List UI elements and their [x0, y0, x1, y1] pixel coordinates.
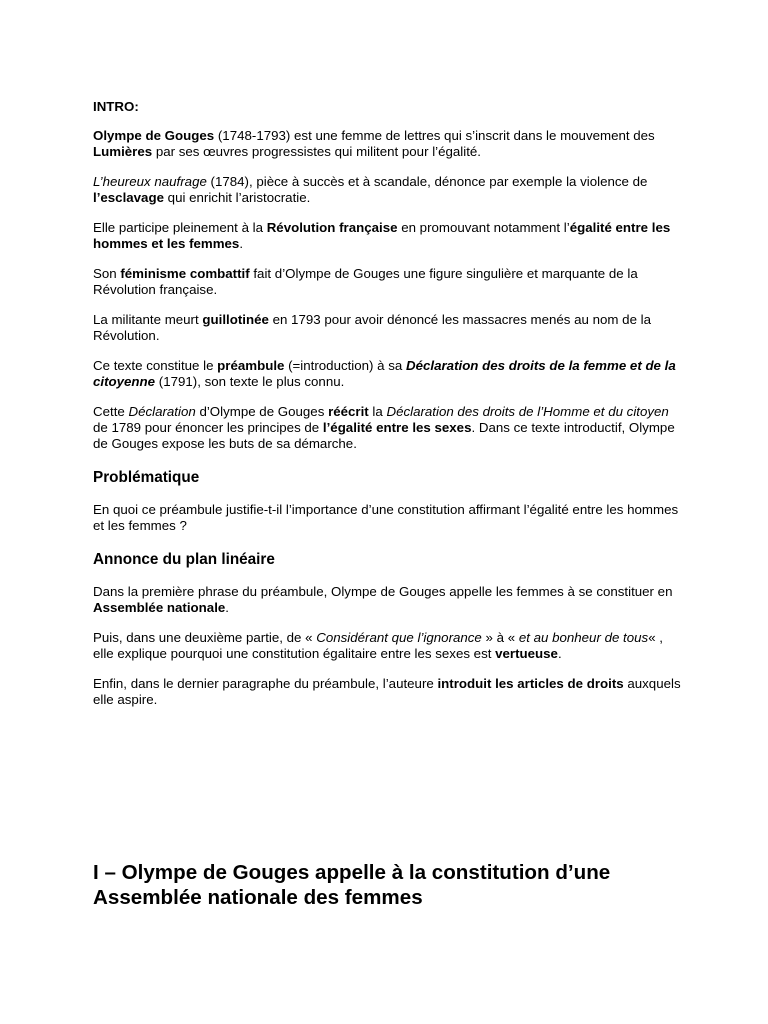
bold-text: Lumières — [93, 144, 153, 159]
paragraph-plan-partie-3 — [93, 676, 683, 708]
italic-text: Déclaration — [128, 404, 196, 419]
text: Dans la première phrase du préambule, Olympe de Gouges appelle les femmes à se constituer en — [93, 584, 673, 599]
bold-text: réécrit — [328, 404, 369, 419]
paragraph-problematique: En quoi ce préambule justifie-t-il l’importance d’une constitution affirmant l’égalité entre les hommes et les femmes ? — [93, 502, 679, 533]
bold-text: l’esclavage — [93, 190, 164, 205]
paragraph-preambule — [93, 358, 683, 390]
text: qui enrichit l’aristocratie. — [163, 190, 311, 205]
text: la — [368, 404, 387, 419]
italic-text: L’heureux naufrage — [93, 174, 207, 189]
text: (=introduction) à sa — [284, 358, 407, 373]
text: Ce texte constitue le — [93, 358, 218, 373]
text: Son — [93, 266, 121, 281]
paragraph-heureux-naufrage — [93, 174, 683, 206]
italic-text: et au bonheur de tous — [518, 630, 649, 645]
text: Enfin, dans le dernier paragraphe du préambule, l’auteure — [93, 676, 438, 691]
text: Cette — [93, 404, 129, 419]
bold-italic-text: Déclaration des droits de la femme et de la citoyenne — [93, 358, 676, 389]
text: » à « — [481, 630, 519, 645]
bold-text: introduit les articles de droits — [437, 676, 624, 691]
text: . Dans ce texte introductif, Olympe de Gouges expose les buts de sa démarche. — [93, 420, 675, 451]
heading-problematique: Problématique — [93, 469, 200, 486]
intro-label: INTRO: — [93, 99, 139, 114]
text: en 1793 pour avoir dénoncé les massacres menés au nom de la Révolution. — [93, 312, 652, 343]
paragraph-declaration — [93, 404, 683, 452]
paragraph-guillotinee — [93, 312, 683, 344]
paragraph-plan-partie-2 — [93, 630, 683, 662]
text: (1748-1793) est une femme de lettres qui s’inscrit dans le mouvement des — [214, 128, 655, 143]
bold-text: Olympe de Gouges — [93, 128, 215, 143]
bold-text: Révolution française — [266, 220, 398, 235]
text: « , elle explique pourquoi une constitution égalitaire entre les sexes est — [93, 630, 663, 661]
text: d’Olympe de Gouges — [195, 404, 329, 419]
bold-text: guillotinée — [202, 312, 269, 327]
paragraph-feminisme — [93, 266, 683, 298]
paragraph-olympe-intro — [93, 128, 683, 160]
italic-text: Considérant que l’ignorance — [316, 630, 482, 645]
text: auxquels elle aspire. — [93, 676, 681, 707]
text: . — [557, 646, 562, 661]
text: fait d’Olympe de Gouges une figure singulière et marquante de la Révolution française. — [93, 266, 638, 297]
bold-text: préambule — [217, 358, 285, 373]
text: Puis, dans une deuxième partie, de « — [93, 630, 317, 645]
text: Elle participe pleinement à la — [93, 220, 267, 235]
text: de 1789 pour énoncer les principes de — [93, 420, 323, 435]
text: . — [225, 600, 229, 615]
text: . — [239, 236, 244, 251]
text: par ses œuvres progressistes qui militent pour l’égalité. — [152, 144, 481, 159]
text: en promouvant notamment l’ — [397, 220, 570, 235]
text: (1791), son texte le plus connu. — [155, 374, 345, 389]
italic-text: Déclaration des droits de l’Homme et du citoyen — [386, 404, 669, 419]
bold-text: l’égalité entre les sexes — [322, 420, 472, 435]
text: (1784), pièce à succès et à scandale, dénonce par exemple la violence de — [206, 174, 648, 189]
heading-plan-lineaire: Annonce du plan linéaire — [93, 551, 275, 568]
text: La militante meurt — [93, 312, 203, 327]
bold-text: égalité entre les hommes et les femmes — [93, 220, 671, 251]
bold-text: féminisme combattif — [120, 266, 250, 281]
bold-text: vertueuse — [495, 646, 558, 661]
paragraph-revolution — [93, 220, 683, 252]
bold-text: Assemblée nationale — [93, 600, 226, 615]
paragraph-plan-partie-1 — [93, 584, 683, 616]
document-body — [93, 99, 683, 722]
heading-part-one: I – Olympe de Gouges appelle à la constitution d’une Assemblée nationale des femmes — [93, 861, 611, 909]
